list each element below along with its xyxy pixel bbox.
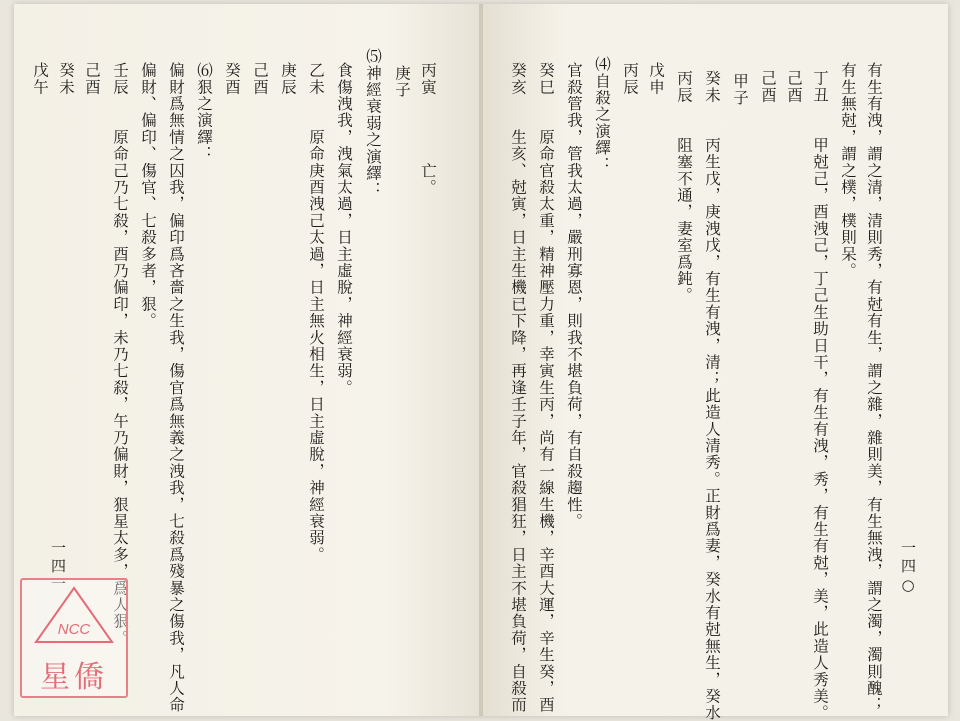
- right-page-column: 有生有洩，謂之清，清則秀，有尅有生，謂之雜，雜則美，有生無洩，謂之濁，濁則醜；: [865, 62, 883, 714]
- right-page-column: 丙辰: [621, 62, 639, 96]
- left-page-column: 偏財爲無情之囚我，偏印爲吝嗇之生我，傷官爲無義之洩我，七殺爲殘暴之傷我，凡人命: [167, 62, 185, 714]
- left-page-column: 乙未 原命庚酉洩己太過，日主無火相生，日主虛脫，神經衰弱。: [307, 62, 325, 563]
- book-spine: [479, 4, 483, 716]
- left-page-column: 庚子: [393, 48, 411, 99]
- right-page-column: 己酉: [785, 70, 803, 104]
- left-page-column: 癸未: [57, 62, 75, 96]
- left-page-column: 己酉: [83, 62, 101, 96]
- stamp-name: 星僑: [40, 660, 108, 695]
- left-page-column: 丙寅 亡。: [419, 62, 437, 196]
- left-page-column: 戊午: [31, 62, 49, 96]
- left-page-column: ⑸神經衰弱之演繹：: [364, 48, 382, 199]
- right-page-column: 甲子: [731, 56, 749, 107]
- left-page-column: 壬辰 原命己乃七殺，酉乃偏印，未乃七殺，午乃偏財，狠星太多，爲人狠。: [111, 62, 129, 647]
- right-page-column: 癸亥 生亥、尅寅，日主生機已下降，再逢壬子年，官殺猖狂，日主不堪負荷，自殺而: [509, 62, 527, 714]
- ncc-stamp-logo: [20, 578, 128, 698]
- left-page-column: 己酉: [251, 62, 269, 96]
- right-page-number: 一四○: [899, 540, 917, 597]
- left-page-column: 癸酉: [223, 62, 241, 96]
- right-page-column: 有生無尅，謂之樸，樸則呆。: [839, 62, 857, 280]
- right-page-column: 癸巳 原命官殺太重，精神壓力重，幸寅生丙，尚有一線生機，辛酉大運，辛生癸，酉: [537, 62, 555, 714]
- right-page-column: 丙辰 阻塞不通，妻室爲鈍。: [675, 70, 693, 304]
- left-page-column: ⑹狠之演繹：: [195, 62, 213, 163]
- left-page-column: 偏財、偏印、傷官、七殺多者，狠。: [139, 62, 157, 330]
- left-page-column: 庚辰: [279, 62, 297, 96]
- right-page-column: 官殺管我，管我太過，嚴刑寡恩，則我不堪負荷，有自殺趨性。: [565, 62, 583, 530]
- right-page-column: 己酉: [759, 70, 777, 104]
- right-page-column: 丁丑 甲尅己，酉洩己，丁己生助日干，有生有洩，秀，有生有尅，美，此造人秀美。: [811, 70, 829, 721]
- right-page-column: 癸未 丙生戊，庚洩戊，有生有洩，清；此造人清秀。正財爲妻，癸水有尅無生，癸水: [703, 70, 721, 721]
- left-page-column: 食傷洩我，洩氣太過，日主虛脫，神經衰弱。: [335, 62, 353, 396]
- stamp-logo-text: NCC: [57, 621, 91, 638]
- right-page-column: 戊申: [647, 62, 665, 96]
- right-page-column: ⑷自殺之演繹：: [593, 56, 611, 173]
- left-page-number: 一四一: [49, 540, 67, 594]
